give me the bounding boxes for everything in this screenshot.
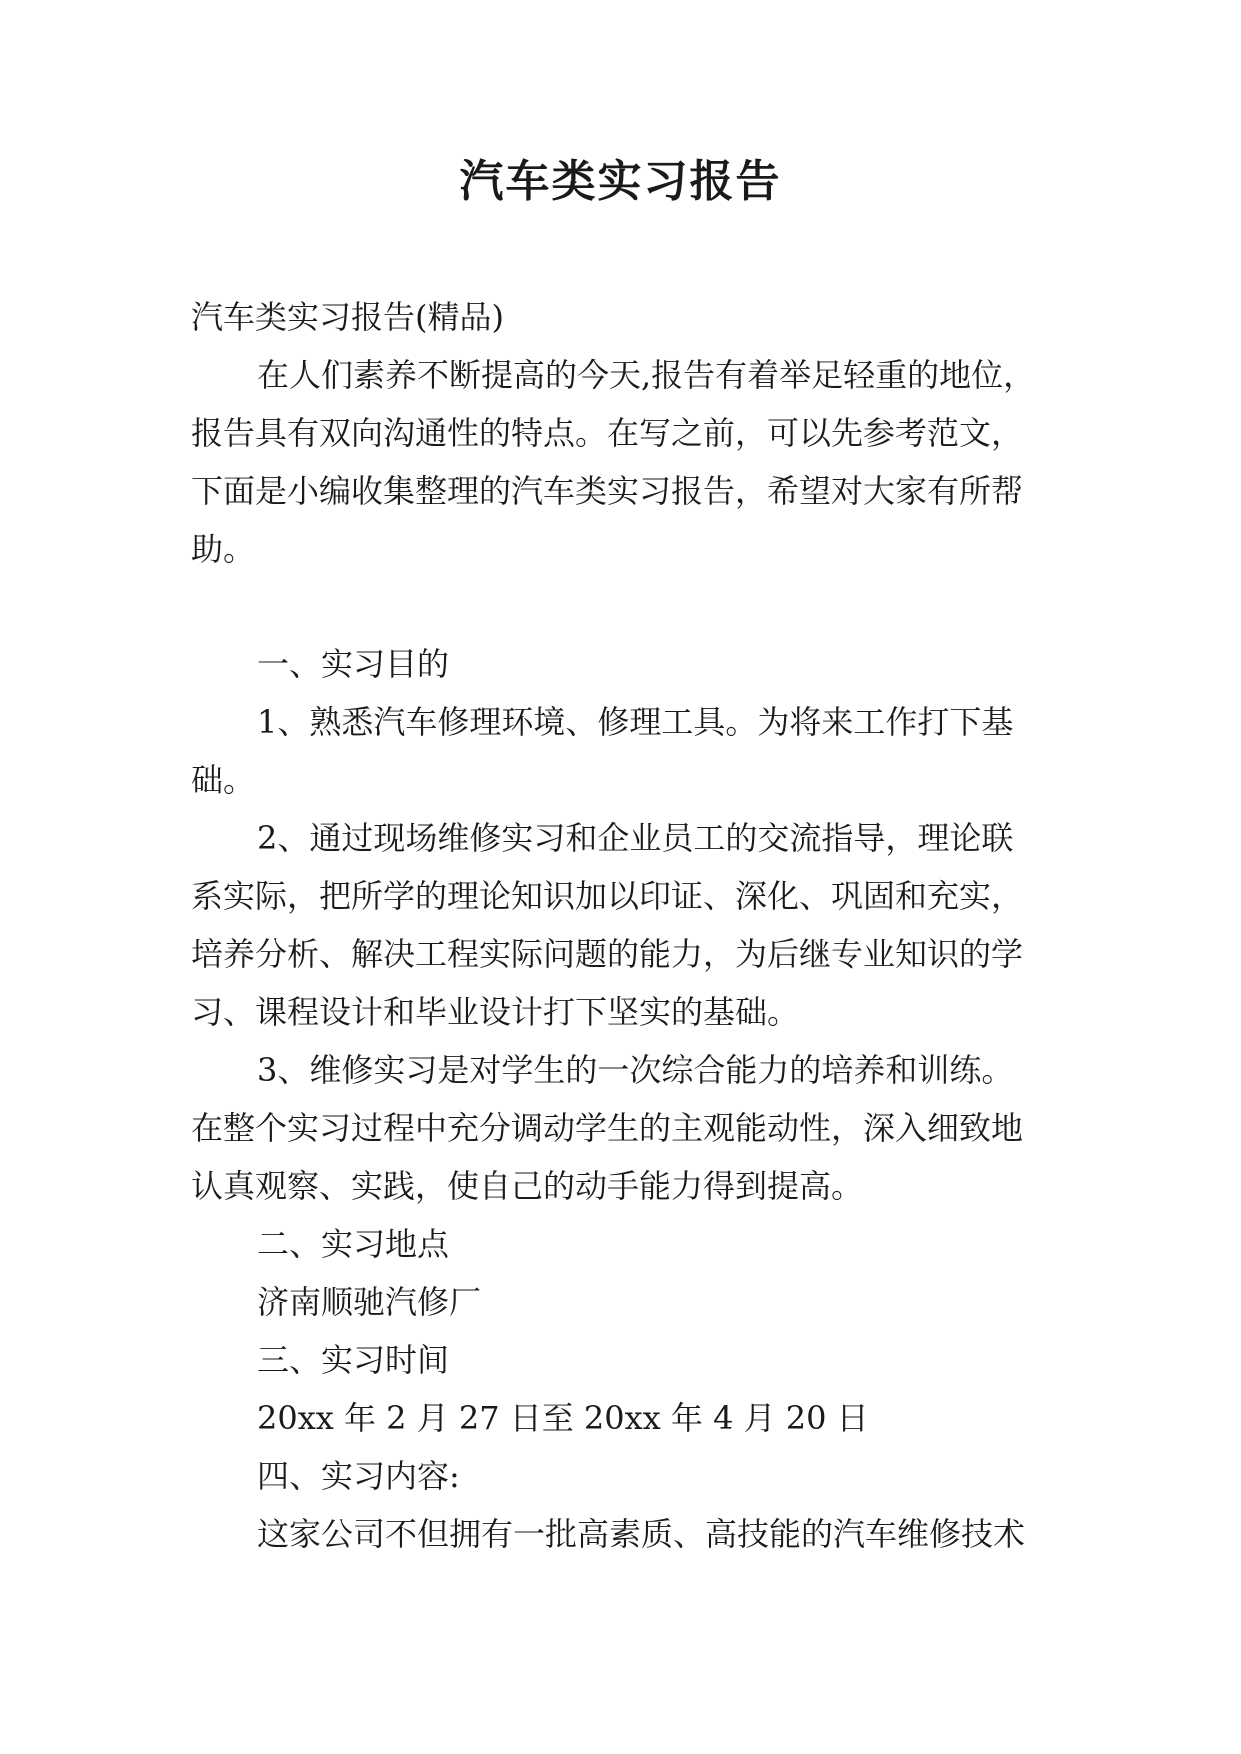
subtitle-line: 汽车类实习报告(精品) <box>191 298 504 336</box>
body-line: 认真观察、实践，使自己的动手能力得到提高。 <box>191 1167 864 1205</box>
body-line: 在整个实习过程中充分调动学生的主观能动性，深入细致地 <box>191 1109 1024 1147</box>
body-line: 1、熟悉汽车修理环境、修理工具。为将来工作打下基 <box>257 703 1014 741</box>
body-line: 下面是小编收集整理的汽车类实习报告，希望对大家有所帮 <box>191 472 1024 510</box>
section-heading: 二、实习地点 <box>257 1225 450 1263</box>
section-heading: 三、实习时间 <box>257 1341 450 1379</box>
body-line: 系实际，把所学的理论知识加以印证、深化、巩固和充实， <box>191 877 1024 915</box>
section-heading: 一、实习目的 <box>257 645 450 683</box>
body-line: 3、维修实习是对学生的一次综合能力的培养和训练。 <box>257 1051 1014 1089</box>
body-line: 培养分析、解决工程实际问题的能力，为后继专业知识的学 <box>191 935 1024 973</box>
body-line: 20xx 年 2 月 27 日至 20xx 年 4 月 20 日 <box>257 1399 869 1437</box>
body-line: 习、课程设计和毕业设计打下坚实的基础。 <box>191 993 800 1031</box>
body-line: 2、通过现场维修实习和企业员工的交流指导，理论联 <box>257 819 1014 857</box>
body-line: 济南顺驰汽修厂 <box>257 1283 482 1321</box>
body-line: 础。 <box>191 761 256 799</box>
document-title: 汽车类实习报告 <box>459 156 782 207</box>
body-line: 助。 <box>191 530 256 568</box>
body-line: 在人们素养不断提高的今天,报告有着举足轻重的地位， <box>257 356 1036 394</box>
body-line: 报告具有双向沟通性的特点。在写之前，可以先参考范文， <box>191 414 1024 452</box>
section-heading: 四、实习内容: <box>257 1457 460 1495</box>
body-line: 这家公司不但拥有一批高素质、高技能的汽车维修技术 <box>257 1515 1026 1553</box>
